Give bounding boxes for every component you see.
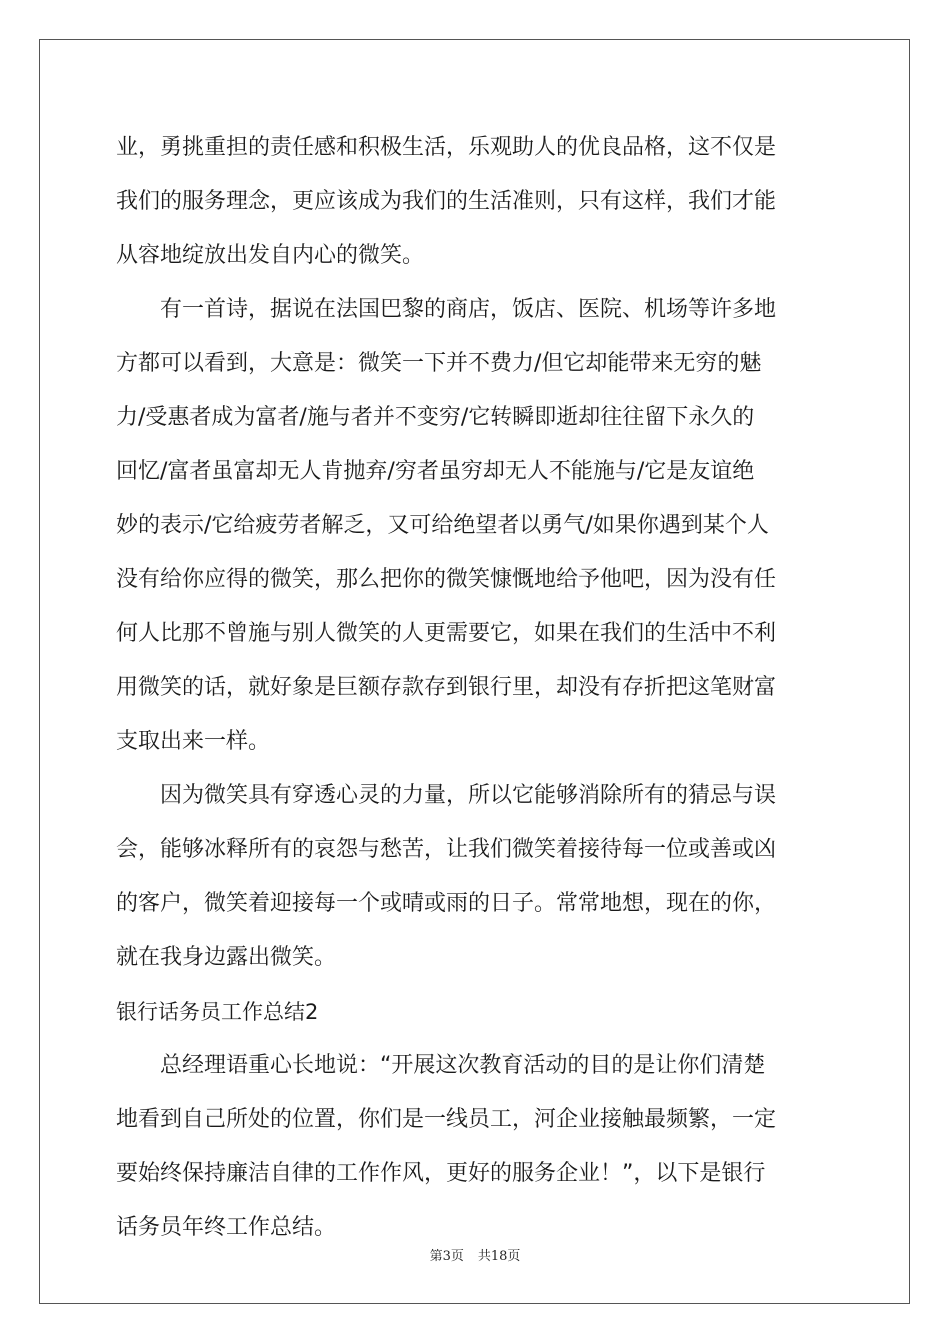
text-line: 有一首诗，据说在法国巴黎的商店，饭店、医院、机场等许多地 <box>116 297 777 322</box>
text-line: 总经理语重心长地说：“开展这次教育活动的目的是让你们清楚 <box>116 1053 766 1078</box>
text-line: 因为微笑具有穿透心灵的力量，所以它能够消除所有的猜忌与误 <box>116 783 777 808</box>
text-line: 就在我身边露出微笑。 <box>116 945 337 970</box>
text-line: 力/受惠者成为富者/施与者并不变穷/它转瞬即逝却往往留下永久的 <box>116 405 755 430</box>
text-line: 会，能够冰释所有的哀怨与愁苦，让我们微笑着接待每一位或善或凶 <box>116 837 777 862</box>
page-number: 第3页 <box>429 1249 464 1264</box>
text-line: 支取出来一样。 <box>116 729 271 754</box>
text-line: 话务员年终工作总结。 <box>116 1215 337 1240</box>
document-body <box>116 121 836 1255</box>
paragraph <box>116 769 836 985</box>
text-line: 要始终保持廉洁自律的工作作风，更好的服务企业！”，以下是银行 <box>116 1161 766 1186</box>
text-line: 的客户，微笑着迎接每一个或晴或雨的日子。常常地想，现在的你， <box>116 891 777 916</box>
paragraph <box>116 121 836 283</box>
text-line: 地看到自己所处的位置，你们是一线员工，河企业接触最频繁，一定 <box>116 1107 777 1132</box>
text-line: 用微笑的话，就好象是巨额存款存到银行里，却没有存折把这笔财富 <box>116 675 777 700</box>
page-footer <box>0 1245 950 1264</box>
text-line: 从容地绽放出发自内心的微笑。 <box>116 243 425 268</box>
paragraph <box>116 283 836 769</box>
section-heading: 银行话务员工作总结2 <box>116 1000 319 1024</box>
text-line: 何人比那不曾施与别人微笑的人更需要它，如果在我们的生活中不利 <box>116 621 777 646</box>
text-line: 没有给你应得的微笑，那么把你的微笑慷慨地给予他吧，因为没有任 <box>116 567 777 592</box>
text-line: 回忆/富者虽富却无人肯抛弃/穷者虽穷却无人不能施与/它是友谊绝 <box>116 459 755 484</box>
text-line: 妙的表示/它给疲劳者解乏，又可给绝望者以勇气/如果你遇到某个人 <box>116 513 769 538</box>
paragraph <box>116 1039 836 1255</box>
text-line: 我们的服务理念，更应该成为我们的生活准则，只有这样，我们才能 <box>116 189 777 214</box>
page-total: 共18页 <box>477 1249 521 1264</box>
text-line: 方都可以看到，大意是：微笑一下并不费力/但它却能带来无穷的魅 <box>116 351 762 376</box>
text-line: 业，勇挑重担的责任感和积极生活，乐观助人的优良品格，这不仅是 <box>116 135 777 160</box>
